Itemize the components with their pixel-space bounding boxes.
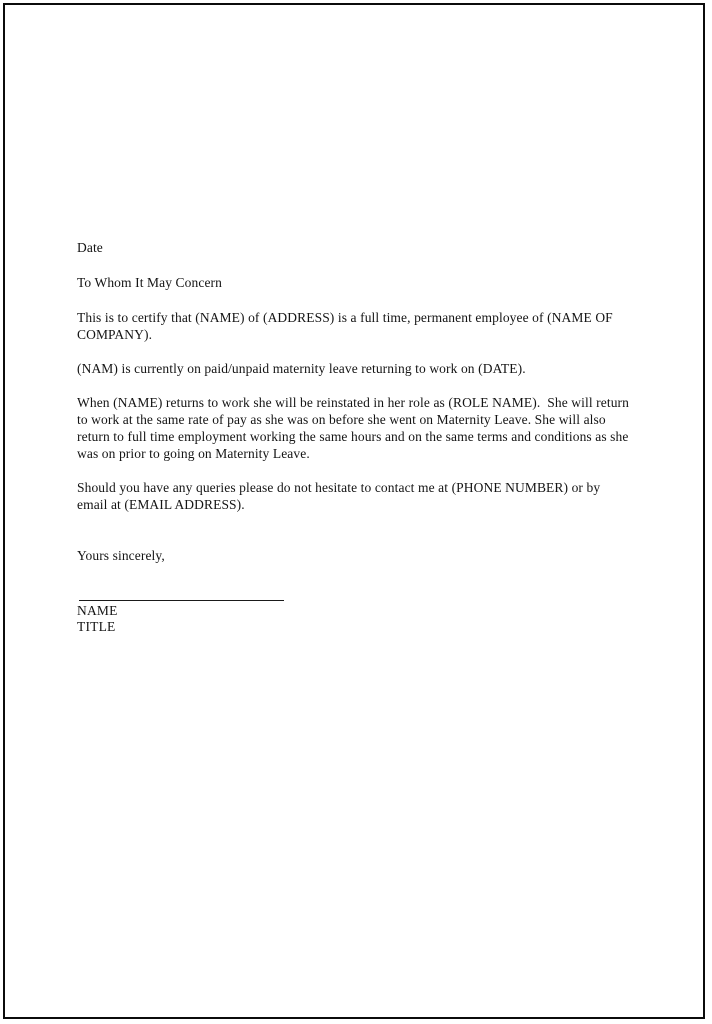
closing: Yours sincerely,	[77, 548, 165, 563]
spacer	[77, 256, 629, 274]
paragraph-reinstatement: When (NAME) returns to work she will be reinstated in her role as (ROLE NAME). She will return to work at the same rate of pay as she was on before she went on Maternity Leave. She will also return to full time employment working the same hours and on the same terms and conditions as she was on prior to going on Maternity Leave.	[77, 395, 633, 461]
signature-line	[79, 600, 284, 601]
signature-title: TITLE	[77, 619, 116, 634]
paragraph-leave-status: (NAM) is currently on paid/unpaid maternity leave returning to work on (DATE).	[77, 361, 526, 376]
spacer	[77, 564, 629, 600]
date-line: Date	[77, 240, 103, 255]
spacer	[77, 343, 629, 360]
paragraph-certification: This is to certify that (NAME) of (ADDRESS) is a full time, permanent employee of (NAME OF COMPANY).	[77, 310, 617, 342]
spacer	[77, 513, 629, 547]
spacer	[77, 291, 629, 309]
paragraph-contact: Should you have any queries please do not hesitate to contact me at (PHONE NUMBER) or by email at (EMAIL ADDRESS).	[77, 480, 604, 512]
document-page	[3, 3, 705, 1019]
spacer	[77, 377, 629, 394]
salutation: To Whom It May Concern	[77, 275, 222, 290]
signature-name: NAME	[77, 603, 118, 618]
letter-body	[77, 239, 633, 635]
spacer	[77, 462, 629, 479]
